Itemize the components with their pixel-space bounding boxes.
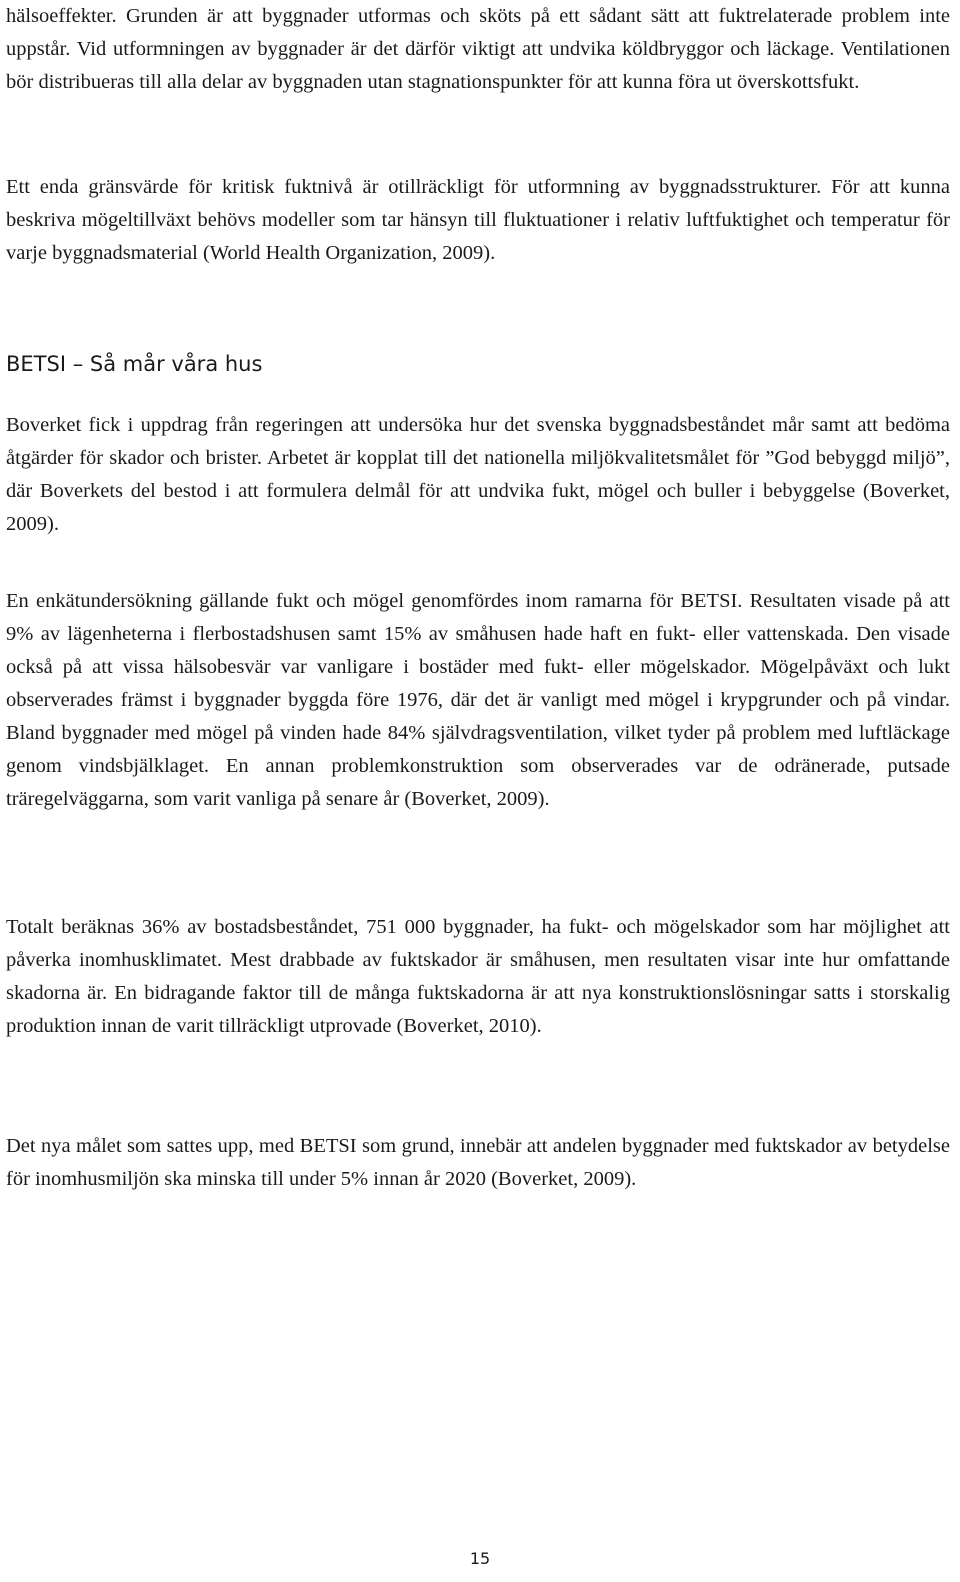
paragraph-ventilation: hälsoeffekter. Grunden är att byggnader utformas och sköts på ett sådant sätt att fuktrelaterade problem inte uppstår. Vid utformningen av byggnader är det därför viktigt att undvika köldbryggor och läckage. Ventilationen bör distribueras till alla delar av byggnaden utan stagnationspunkter för att kunna föra ut överskottsfukt. [6, 5, 950, 93]
paragraph-total-estimate: Totalt beräknas 36% av bostadsbeståndet, 751 000 byggnader, ha fukt- och mögelskador som har möjlighet att påverka inomhusklimatet. Mest drabbade av fuktskador är småhusen, men resultaten visar inte hur omfattande skadorna är. En bidragande faktor till de många fuktskadorna är att nya konstruktionslösningar satts i storskalig produktion innan de varit tillräckligt utprovade (Boverket, 2010). [6, 916, 950, 1037]
paragraph-survey-results: En enkätundersökning gällande fukt och mögel genomfördes inom ramarna för BETSI. Resultaten visade på att 9% av lägenheterna i flerbostadshusen samt 15% av småhusen hade haft en fukt- eller vattenskada. Den visade också på att vissa hälsobesvär var vanligare i bostäder med fukt- eller mögelskador. Mögelpåväxt och lukt observerades främst i byggnader byggda före 1976, där det är vanligt med mögel i krypgrunder och på vindar. Bland byggnader med mögel på vinden hade 84% självdragsventilation, vilket tyder på problem med luftläckage genom vindsbjälklaget. En annan problemkonstruktion som observerades var de odränerade, putsade träregelväggarna, som varit vanliga på senare år (Boverket, 2009). [6, 590, 950, 810]
paragraph-boverket-assignment: Boverket fick i uppdrag från regeringen att undersöka hur det svenska byggnadsbeståndet mår samt att bedöma åtgärder för skador och brister. Arbetet är kopplat till det nationella miljökvalitetsmålet för ”God bebyggd miljö”, där Boverkets del bestod i att formulera delmål för att undvika fukt, mögel och buller i bebyggelse (Boverket, 2009). [6, 414, 950, 535]
section-heading-betsi: BETSI – Så mår våra hus [6, 352, 263, 376]
paragraph-mold-models: Ett enda gränsvärde för kritisk fuktnivå är otillräckligt för utformning av byggnadsstrukturer. För att kunna beskriva mögeltillväxt behövs modeller som tar hänsyn till fluktuationer i relativ luftfuktighet och temperatur för varje byggnadsmaterial (World Health Organization, 2009). [6, 176, 950, 264]
paragraph-new-goal: Det nya målet som sattes upp, med BETSI som grund, innebär att andelen byggnader med fuktskador av betydelse för inomhusmiljön ska minska till under 5% innan år 2020 (Boverket, 2009). [6, 1135, 950, 1190]
page-number: 15 [469, 1549, 491, 1568]
